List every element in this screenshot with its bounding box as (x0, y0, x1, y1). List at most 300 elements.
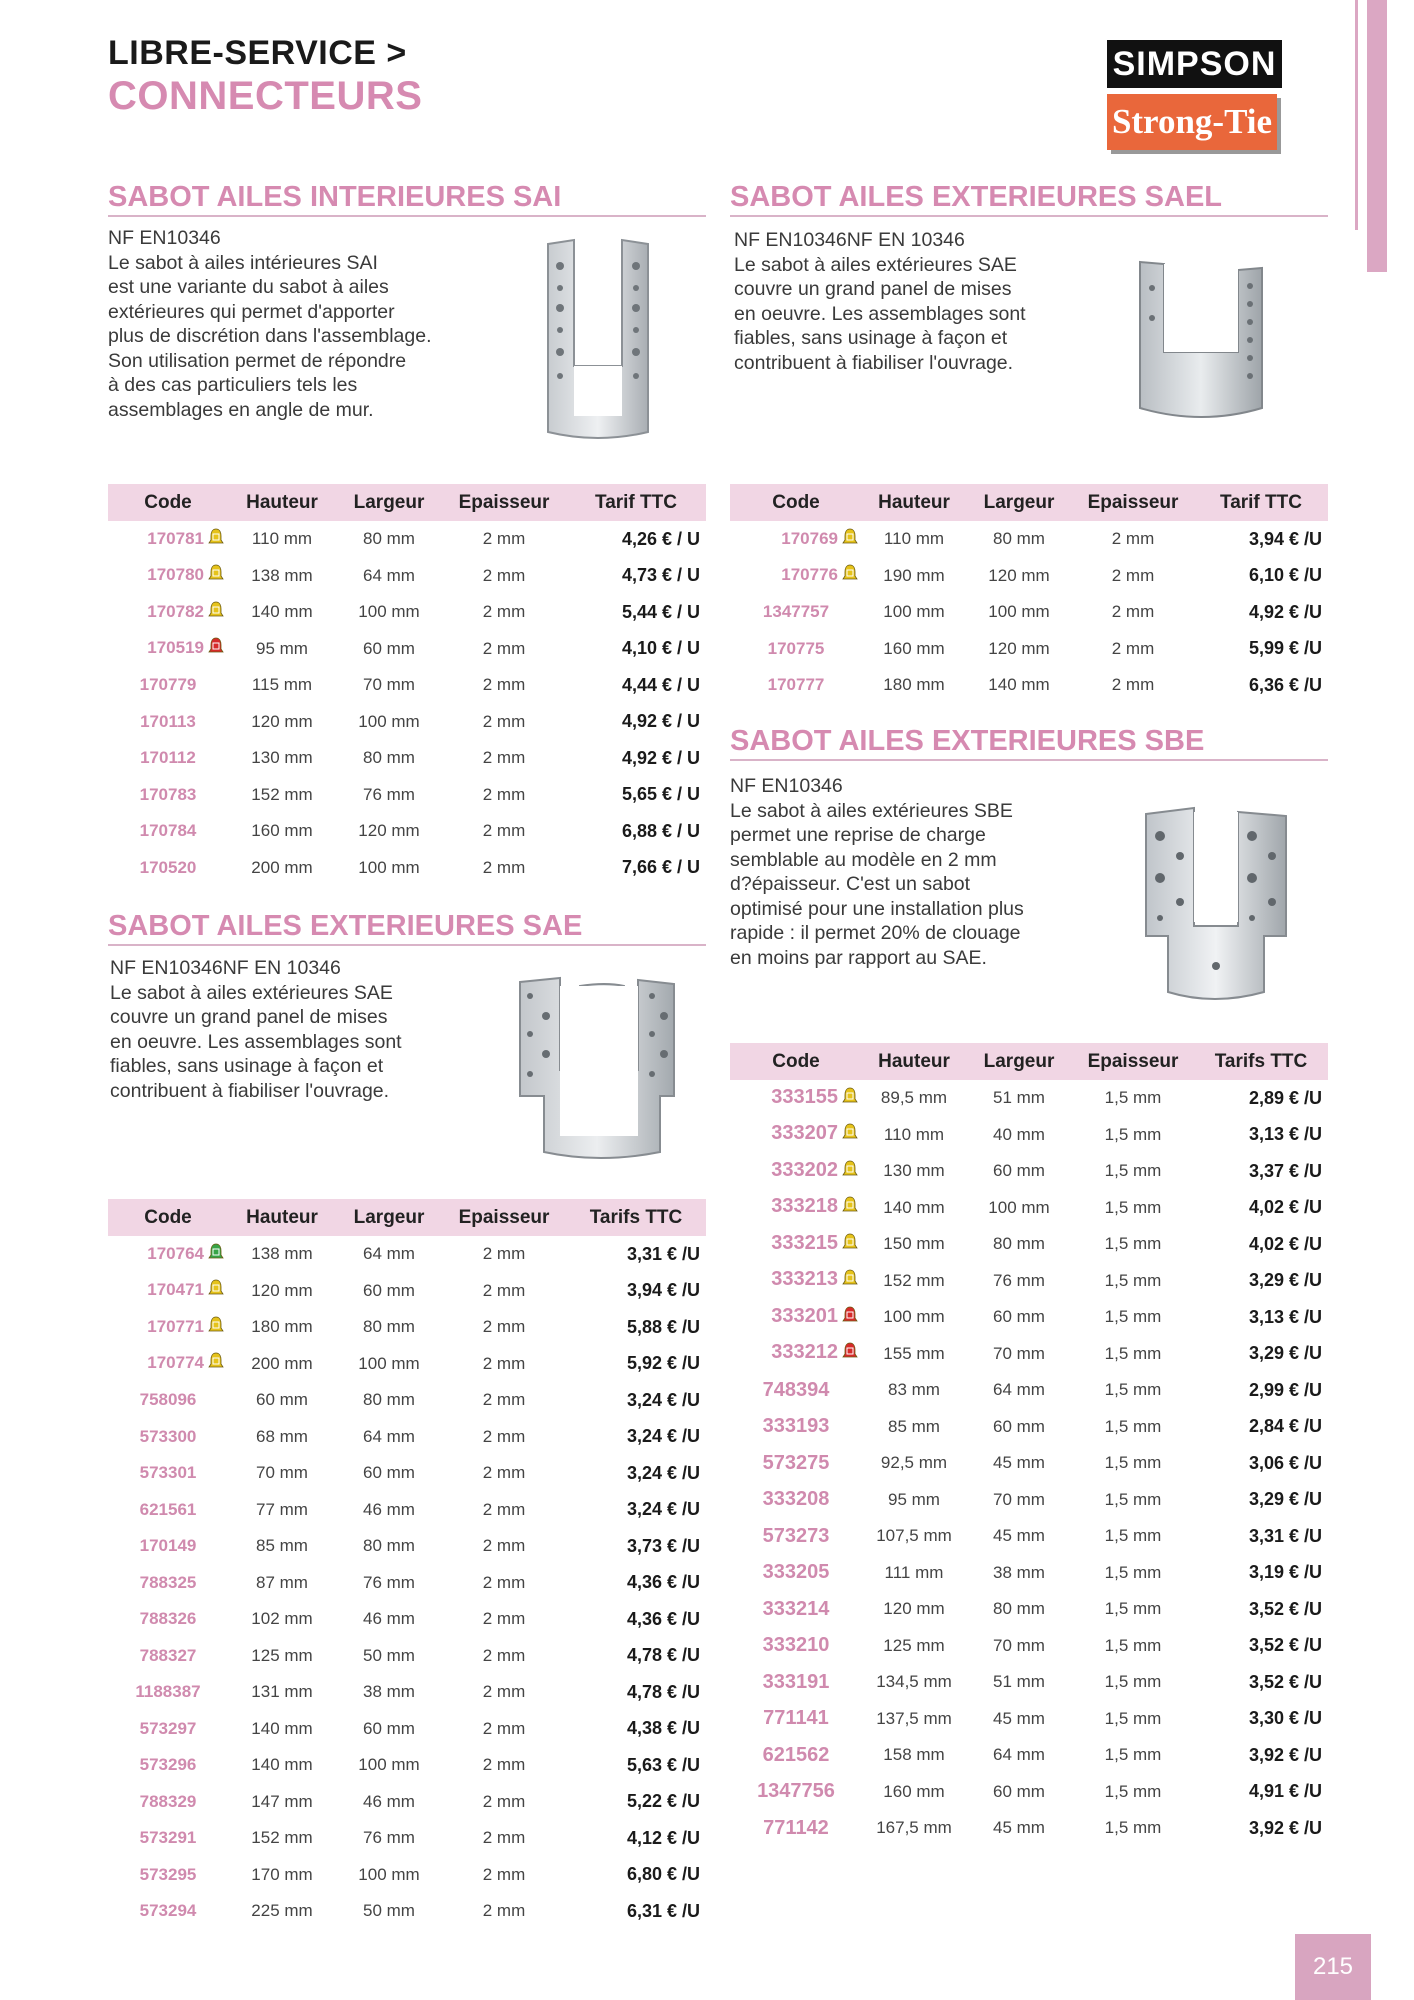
product-code-cell (730, 667, 862, 704)
price-cell: 4,38 € /U (626, 1718, 700, 1739)
product-code: 333205 (762, 1561, 830, 1584)
hauteur-cell: 100 mm (883, 602, 945, 622)
product-code: 573301 (139, 1463, 197, 1483)
epaisseur-cell: 1,5 mm (1104, 1599, 1162, 1619)
hauteur-cell: 167,5 mm (876, 1818, 952, 1838)
product-code-cell (108, 1857, 228, 1894)
product-code-cell (108, 813, 228, 850)
epaisseur-cell: 1,5 mm (1104, 1270, 1162, 1290)
product-code-cell (108, 1528, 228, 1565)
table-row (730, 1810, 1328, 1847)
table-row (108, 777, 706, 814)
hauteur-cell: 155 mm (883, 1343, 945, 1363)
largeur-cell: 64 mm (363, 1426, 415, 1446)
product-code-cell (730, 1117, 862, 1154)
price-cell: 4,44 € / U (621, 674, 700, 695)
epaisseur-cell: 1,5 mm (1104, 1161, 1162, 1181)
product-code-cell (108, 1492, 228, 1529)
desc-line: à des cas particuliers tels les (108, 374, 358, 396)
table-row (108, 521, 706, 558)
product-code-cell (108, 1638, 228, 1675)
largeur-cell: 76 mm (363, 1572, 415, 1592)
product-code: 573297 (139, 1718, 197, 1738)
product-code: 170774 (147, 1353, 204, 1373)
table-row (730, 1664, 1328, 1701)
price-cell: 5,63 € /U (626, 1754, 700, 1775)
product-code: 573273 (762, 1524, 830, 1547)
price-cell: 3,94 € /U (626, 1280, 700, 1301)
page-title: CONNECTEURS (108, 74, 423, 118)
price-cell: 5,99 € /U (1248, 638, 1322, 659)
product-code: 170471 (147, 1280, 204, 1300)
epaisseur-cell: 1,5 mm (1104, 1526, 1162, 1546)
product-code-cell (730, 631, 862, 668)
hauteur-cell: 225 mm (251, 1901, 313, 1921)
largeur-cell: 120 mm (988, 565, 1050, 585)
epaisseur-cell: 1,5 mm (1104, 1307, 1162, 1327)
column-header: Code (108, 1199, 228, 1236)
epaisseur-cell: 2 mm (482, 1390, 526, 1410)
column-header: Hauteur (228, 484, 336, 521)
table-row (730, 1263, 1328, 1300)
desc-line: NF EN10346 (730, 775, 843, 797)
product-code: 333215 (771, 1231, 838, 1254)
price-cell: 3,24 € /U (626, 1499, 700, 1520)
hauteur-cell: 100 mm (883, 1307, 945, 1327)
product-code: 573300 (139, 1426, 197, 1446)
epaisseur-cell: 2 mm (482, 1609, 526, 1629)
hauteur-cell: 131 mm (251, 1682, 313, 1702)
largeur-cell: 51 mm (993, 1672, 1045, 1692)
product-code: 788329 (139, 1791, 197, 1811)
yellow-stock-bell-icon (842, 1269, 858, 1293)
epaisseur-cell: 2 mm (482, 1901, 526, 1921)
section-title-sae: SABOT AILES EXTERIEURES SAE (108, 910, 583, 942)
product-code-cell (730, 1628, 862, 1665)
price-cell: 4,92 € /U (1248, 601, 1322, 622)
product-code: 170769 (781, 528, 838, 548)
largeur-cell: 76 mm (993, 1270, 1045, 1290)
product-code: 333214 (762, 1597, 830, 1620)
epaisseur-cell: 1,5 mm (1104, 1380, 1162, 1400)
price-cell: 2,99 € /U (1248, 1379, 1322, 1400)
product-code-cell (108, 1236, 228, 1273)
product-code: 758096 (139, 1390, 197, 1410)
price-cell: 5,92 € /U (626, 1353, 700, 1374)
column-header: Epaisseur (1072, 484, 1194, 521)
desc-line: Son utilisation permet de répondre (108, 349, 407, 372)
largeur-cell: 64 mm (993, 1380, 1045, 1400)
green-stock-bell-icon (208, 1243, 224, 1266)
largeur-cell: 46 mm (363, 1499, 415, 1519)
product-code-cell (108, 558, 228, 595)
table-row (730, 1628, 1328, 1665)
price-cell: 3,13 € /U (1248, 1124, 1322, 1145)
hauteur-cell: 120 mm (251, 711, 313, 731)
price-cell: 2,89 € /U (1248, 1087, 1322, 1108)
product-code-cell (108, 521, 228, 558)
product-code: 573294 (139, 1901, 197, 1921)
table-row (730, 1482, 1328, 1519)
price-cell: 6,36 € /U (1248, 674, 1322, 695)
red-stock-bell-icon (842, 1306, 858, 1330)
column-header: Tarif TTC (1194, 484, 1328, 521)
yellow-stock-bell-icon (208, 601, 224, 624)
table-row (730, 521, 1328, 558)
epaisseur-cell: 1,5 mm (1104, 1453, 1162, 1473)
red-stock-bell-icon (842, 1342, 858, 1366)
column-header: Code (730, 484, 862, 521)
table-row (108, 1674, 706, 1711)
epaisseur-cell: 1,5 mm (1104, 1124, 1162, 1144)
product-code-cell (108, 1273, 228, 1310)
desc-line: contribuent à fiabiliser l'ouvrage. (734, 351, 1014, 374)
hauteur-cell: 60 mm (256, 1390, 308, 1410)
product-code: 170113 (140, 711, 196, 731)
product-code: 170776 (781, 565, 838, 585)
column-header: Hauteur (862, 1043, 966, 1080)
epaisseur-cell: 2 mm (482, 1536, 526, 1556)
product-code-cell (730, 1518, 862, 1555)
desc-line: plus de discrétion dans l'assemblage. (108, 325, 432, 347)
desc-line: fiables, sans usinage à façon et (110, 1055, 384, 1077)
table-row (108, 740, 706, 777)
epaisseur-cell: 2 mm (482, 1791, 526, 1811)
price-cell: 3,73 € /U (626, 1535, 700, 1556)
product-code: 333207 (771, 1122, 838, 1145)
table-row (730, 1701, 1328, 1738)
largeur-cell: 100 mm (358, 1864, 420, 1884)
table-row (108, 1601, 706, 1638)
logo-bottom-text: Strong-Tie (1107, 94, 1277, 150)
hauteur-cell: 137,5 mm (876, 1708, 952, 1728)
column-header: Tarifs TTC (1194, 1043, 1328, 1080)
yellow-stock-bell-icon (842, 1160, 858, 1184)
epaisseur-cell: 1,5 mm (1104, 1562, 1162, 1582)
price-cell: 4,12 € /U (626, 1827, 700, 1848)
table-row (108, 1528, 706, 1565)
price-cell: 3,24 € /U (626, 1462, 700, 1483)
product-code-cell (730, 1263, 862, 1300)
table-row (108, 1346, 706, 1383)
largeur-cell: 70 mm (993, 1489, 1045, 1509)
epaisseur-cell: 1,5 mm (1104, 1745, 1162, 1765)
table-row (108, 850, 706, 887)
largeur-cell: 60 mm (993, 1416, 1045, 1436)
simpson-strong-tie-logo (1107, 40, 1282, 155)
hauteur-cell: 140 mm (251, 602, 313, 622)
hauteur-cell: 130 mm (883, 1161, 945, 1181)
largeur-cell: 100 mm (358, 1755, 420, 1775)
hauteur-cell: 77 mm (256, 1499, 308, 1519)
largeur-cell: 70 mm (363, 675, 415, 695)
column-header: Largeur (336, 1199, 442, 1236)
product-code-cell (730, 1226, 862, 1263)
product-code: 788325 (139, 1572, 197, 1592)
product-code-cell (108, 1346, 228, 1383)
section-title-sael: SABOT AILES EXTERIEURES SAEL (730, 181, 1222, 213)
hauteur-cell: 92,5 mm (880, 1453, 948, 1473)
hauteur-cell: 140 mm (883, 1197, 945, 1217)
epaisseur-cell: 2 mm (482, 821, 526, 841)
epaisseur-cell: 2 mm (482, 1353, 526, 1373)
price-cell: 4,78 € /U (626, 1681, 700, 1702)
product-code: 1347756 (757, 1780, 835, 1803)
column-header: Tarifs TTC (566, 1199, 706, 1236)
section-rule-sai (108, 215, 706, 217)
table-row (730, 558, 1328, 595)
table-row (730, 1445, 1328, 1482)
sidebar-accent-bar (1367, 0, 1387, 272)
largeur-cell: 38 mm (993, 1562, 1045, 1582)
largeur-cell: 64 mm (363, 1244, 415, 1264)
price-cell: 5,44 € / U (621, 601, 700, 622)
price-cell: 6,10 € /U (1248, 565, 1322, 586)
table-row (730, 1591, 1328, 1628)
hauteur-cell: 152 mm (883, 1270, 945, 1290)
epaisseur-cell: 2 mm (482, 1426, 526, 1446)
largeur-cell: 45 mm (993, 1708, 1045, 1728)
product-code: 170519 (147, 638, 204, 658)
sae-hanger-image (516, 976, 680, 1164)
table-row (730, 631, 1328, 668)
desc-line: NF EN10346 (108, 227, 221, 249)
price-cell: 4,92 € / U (621, 711, 700, 732)
largeur-cell: 80 mm (363, 1390, 415, 1410)
table-row (108, 1419, 706, 1456)
epaisseur-cell: 2 mm (482, 1718, 526, 1738)
largeur-cell: 140 mm (988, 675, 1050, 695)
epaisseur-cell: 1,5 mm (1104, 1781, 1162, 1801)
table-row (108, 1382, 706, 1419)
product-code-cell (108, 1820, 228, 1857)
table-row (730, 1153, 1328, 1190)
table-row (108, 1638, 706, 1675)
section-desc-sael (734, 228, 1026, 375)
price-cell: 3,31 € /U (626, 1243, 700, 1264)
hauteur-cell: 87 mm (256, 1572, 308, 1592)
section-title-sbe: SABOT AILES EXTERIEURES SBE (730, 725, 1205, 757)
epaisseur-cell: 2 mm (482, 638, 526, 658)
price-cell: 4,78 € /U (626, 1645, 700, 1666)
largeur-cell: 45 mm (993, 1453, 1045, 1473)
epaisseur-cell: 1,5 mm (1104, 1818, 1162, 1838)
desc-line: contribuent à fiabiliser l'ouvrage. (110, 1079, 390, 1102)
price-cell: 3,19 € /U (1248, 1562, 1322, 1583)
product-code-cell (730, 1591, 862, 1628)
table-row (730, 1774, 1328, 1811)
epaisseur-cell: 2 mm (482, 1244, 526, 1264)
product-code: 621561 (139, 1499, 197, 1519)
price-cell: 3,94 € /U (1248, 528, 1322, 549)
hauteur-cell: 111 mm (884, 1562, 944, 1582)
product-code-cell (108, 1747, 228, 1784)
epaisseur-cell: 2 mm (482, 1280, 526, 1300)
table-row (108, 813, 706, 850)
desc-line: Le sabot à ailes intérieures SAI (108, 251, 378, 274)
epaisseur-cell: 2 mm (482, 1499, 526, 1519)
largeur-cell: 64 mm (363, 565, 415, 585)
largeur-cell: 60 mm (993, 1307, 1045, 1327)
column-header: Code (108, 484, 228, 521)
product-code-cell (730, 1701, 862, 1738)
product-code: 170775 (767, 638, 825, 658)
table-row (730, 1226, 1328, 1263)
hauteur-cell: 152 mm (251, 784, 313, 804)
largeur-cell: 100 mm (358, 1353, 420, 1373)
epaisseur-cell: 2 mm (1111, 529, 1155, 549)
product-code: 170764 (147, 1243, 204, 1263)
hauteur-cell: 95 mm (888, 1489, 940, 1509)
desc-line: semblable au modèle en 2 mm (730, 848, 997, 871)
epaisseur-cell: 1,5 mm (1104, 1234, 1162, 1254)
epaisseur-cell: 1,5 mm (1104, 1489, 1162, 1509)
product-code: 170777 (767, 675, 825, 695)
table-row (730, 1555, 1328, 1592)
hauteur-cell: 102 mm (251, 1609, 313, 1629)
product-code-cell (730, 1810, 862, 1847)
product-code: 573295 (139, 1864, 197, 1884)
desc-line: d?épaisseur. C'est un sabot (730, 873, 971, 895)
epaisseur-cell: 2 mm (1111, 638, 1155, 658)
table-row (108, 1273, 706, 1310)
product-code: 170781 (147, 528, 204, 548)
product-code-cell (108, 777, 228, 814)
hauteur-cell: 125 mm (883, 1635, 945, 1655)
hauteur-cell: 140 mm (251, 1718, 313, 1738)
yellow-stock-bell-icon (842, 528, 858, 551)
hauteur-cell: 134,5 mm (876, 1672, 952, 1692)
column-header: Tarif TTC (566, 484, 706, 521)
table-row (108, 558, 706, 595)
column-header: Largeur (966, 484, 1072, 521)
table-row (108, 1492, 706, 1529)
largeur-cell: 100 mm (988, 1197, 1050, 1217)
product-code: 170779 (139, 675, 197, 695)
product-code-cell (730, 1080, 862, 1117)
epaisseur-cell: 2 mm (482, 675, 526, 695)
epaisseur-cell: 2 mm (482, 784, 526, 804)
hauteur-cell: 110 mm (883, 1124, 945, 1144)
desc-line: optimisé pour une installation plus (730, 897, 1024, 920)
desc-line: Le sabot à ailes extérieures SAE (734, 253, 1017, 276)
column-header: Epaisseur (442, 1199, 566, 1236)
product-code-cell (730, 1153, 862, 1190)
largeur-cell: 45 mm (993, 1526, 1045, 1546)
largeur-cell: 60 mm (993, 1781, 1045, 1801)
desc-line: est une variante du sabot à ailes (108, 276, 389, 298)
hauteur-cell: 180 mm (251, 1317, 313, 1337)
hauteur-cell: 200 mm (251, 1353, 313, 1373)
price-cell: 3,13 € /U (1248, 1306, 1322, 1327)
table-row (108, 1820, 706, 1857)
table-row (730, 594, 1328, 631)
largeur-cell: 38 mm (363, 1682, 415, 1702)
table-row (730, 1372, 1328, 1409)
product-code-cell (730, 1445, 862, 1482)
epaisseur-cell: 2 mm (482, 748, 526, 768)
column-header: Largeur (966, 1043, 1072, 1080)
product-code: 573296 (139, 1755, 197, 1775)
column-header: Hauteur (228, 1199, 336, 1236)
price-cell: 3,52 € /U (1248, 1671, 1322, 1692)
hauteur-cell: 138 mm (251, 1244, 313, 1264)
largeur-cell: 100 mm (358, 857, 420, 877)
epaisseur-cell: 2 mm (482, 711, 526, 731)
table-row (730, 667, 1328, 704)
largeur-cell: 50 mm (363, 1645, 415, 1665)
largeur-cell: 64 mm (993, 1745, 1045, 1765)
yellow-stock-bell-icon (842, 1196, 858, 1220)
epaisseur-cell: 2 mm (482, 1755, 526, 1775)
hauteur-cell: 120 mm (251, 1280, 313, 1300)
desc-line: NF EN10346NF EN 10346 (734, 229, 965, 251)
hauteur-cell: 70 mm (256, 1463, 308, 1483)
product-code: 1347757 (762, 602, 830, 622)
price-cell: 4,92 € / U (621, 747, 700, 768)
product-code: 170783 (139, 784, 197, 804)
product-code: 573291 (139, 1828, 197, 1848)
largeur-cell: 60 mm (993, 1161, 1045, 1181)
hauteur-cell: 85 mm (256, 1536, 308, 1556)
largeur-cell: 50 mm (363, 1901, 415, 1921)
table-row (730, 1336, 1328, 1373)
yellow-stock-bell-icon (842, 1233, 858, 1257)
table-row (108, 1857, 706, 1894)
product-code: 170780 (147, 565, 204, 585)
epaisseur-cell: 2 mm (482, 1463, 526, 1483)
product-code: 573275 (762, 1451, 830, 1474)
product-code: 621562 (762, 1743, 830, 1766)
epaisseur-cell: 1,5 mm (1104, 1708, 1162, 1728)
price-cell: 3,92 € /U (1248, 1817, 1322, 1838)
epaisseur-cell: 2 mm (482, 1645, 526, 1665)
product-code-cell (730, 1664, 862, 1701)
desc-line: en oeuvre. Les assemblages sont (110, 1030, 402, 1053)
hauteur-cell: 130 mm (251, 748, 313, 768)
table-row (730, 1117, 1328, 1154)
hauteur-cell: 152 mm (251, 1828, 313, 1848)
product-code-cell (108, 850, 228, 887)
table-row (730, 1190, 1328, 1227)
hauteur-cell: 89,5 mm (880, 1088, 948, 1108)
hauteur-cell: 110 mm (883, 529, 945, 549)
largeur-cell: 80 mm (363, 1317, 415, 1337)
product-code-cell (108, 740, 228, 777)
price-cell: 5,22 € /U (626, 1791, 700, 1812)
price-cell: 3,52 € /U (1248, 1598, 1322, 1619)
desc-line: fiables, sans usinage à façon et (734, 327, 1008, 349)
price-cell: 6,31 € /U (626, 1900, 700, 1921)
product-code: 748394 (762, 1378, 830, 1401)
product-code-cell (730, 1737, 862, 1774)
product-code-cell (108, 1565, 228, 1602)
largeur-cell: 70 mm (993, 1635, 1045, 1655)
largeur-cell: 45 mm (993, 1818, 1045, 1838)
largeur-cell: 60 mm (363, 638, 415, 658)
desc-line: en oeuvre. Les assemblages sont (734, 302, 1026, 325)
price-cell: 5,65 € / U (621, 784, 700, 805)
hauteur-cell: 180 mm (883, 675, 945, 695)
product-code-cell (108, 1893, 228, 1930)
epaisseur-cell: 2 mm (482, 602, 526, 622)
price-cell: 3,31 € /U (1248, 1525, 1322, 1546)
price-cell: 3,30 € /U (1248, 1708, 1322, 1729)
price-cell: 3,24 € /U (626, 1426, 700, 1447)
table-row (108, 1455, 706, 1492)
product-code-cell (730, 1372, 862, 1409)
table-row (108, 1565, 706, 1602)
